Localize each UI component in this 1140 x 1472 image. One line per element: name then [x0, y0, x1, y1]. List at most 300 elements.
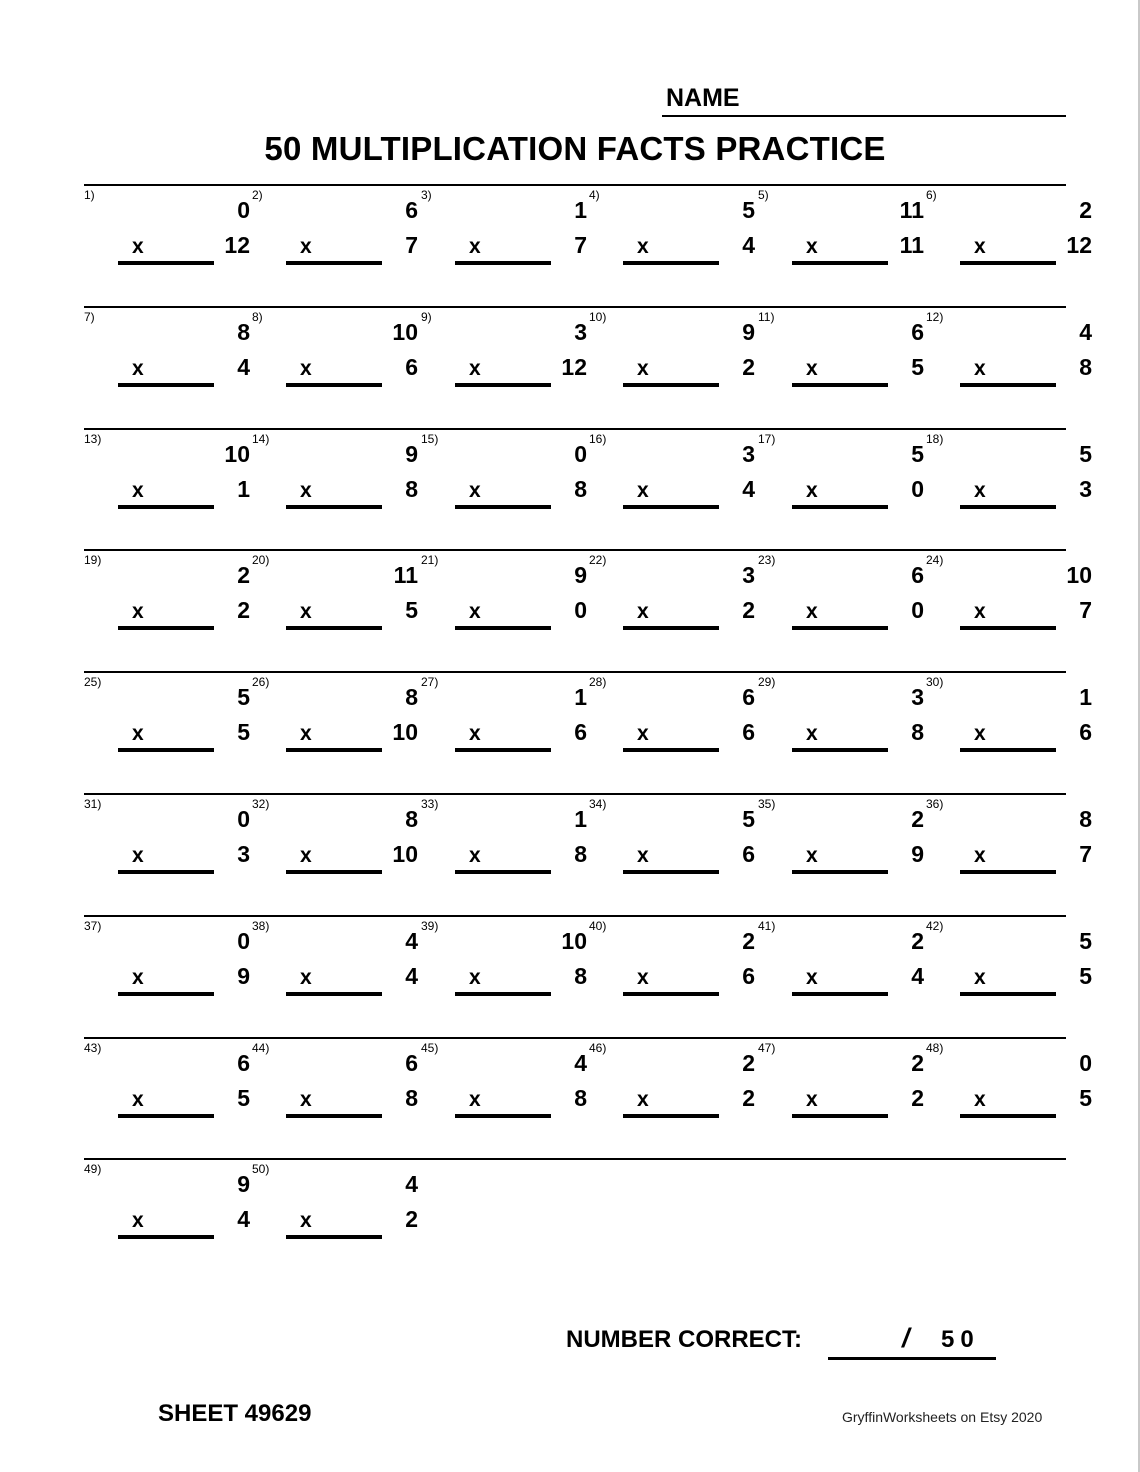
problem-5 [758, 184, 924, 304]
answer-line[interactable] [455, 505, 551, 509]
problem-number: 39) [421, 919, 439, 933]
problem-number: 22) [589, 553, 607, 567]
multiplicand: 6 [911, 562, 924, 588]
problem-number: 45) [421, 1041, 439, 1055]
problem-19 [84, 549, 250, 669]
answer-line[interactable] [960, 626, 1056, 630]
multiplicand: 1 [1079, 684, 1092, 710]
multiplier: 2 [742, 354, 755, 380]
times-operator: x [637, 235, 649, 258]
answer-line[interactable] [286, 1235, 382, 1239]
times-operator: x [469, 844, 481, 867]
problem-number: 47) [758, 1041, 776, 1055]
multiplier: 10 [392, 719, 418, 745]
multiplier: 7 [574, 232, 587, 258]
answer-line[interactable] [118, 1235, 214, 1239]
answer-line[interactable] [455, 383, 551, 387]
times-operator: x [300, 1209, 312, 1232]
problem-number: 24) [926, 553, 944, 567]
multiplier: 5 [911, 354, 924, 380]
times-operator: x [637, 479, 649, 502]
problem-14 [252, 428, 418, 548]
answer-line[interactable] [286, 505, 382, 509]
multiplier: 4 [911, 963, 924, 989]
problem-7 [84, 306, 250, 426]
problem-42 [926, 915, 1092, 1035]
answer-line[interactable] [118, 383, 214, 387]
multiplicand: 4 [574, 1050, 587, 1076]
times-operator: x [300, 479, 312, 502]
multiplier: 1 [237, 476, 250, 502]
times-operator: x [637, 966, 649, 989]
answer-line[interactable] [792, 383, 888, 387]
multiplicand: 10 [561, 928, 587, 954]
answer-line[interactable] [286, 870, 382, 874]
answer-line[interactable] [960, 748, 1056, 752]
problem-number: 42) [926, 919, 944, 933]
multiplier: 12 [224, 232, 250, 258]
problem-number: 5) [758, 188, 769, 202]
multiplicand: 5 [911, 441, 924, 467]
times-operator: x [637, 600, 649, 623]
problem-24 [926, 549, 1092, 669]
problem-4 [589, 184, 755, 304]
answer-line[interactable] [455, 1114, 551, 1118]
problem-6 [926, 184, 1092, 304]
problem-1 [84, 184, 250, 304]
multiplicand: 3 [911, 684, 924, 710]
multiplier: 0 [911, 476, 924, 502]
multiplier: 5 [405, 597, 418, 623]
problem-33 [421, 793, 587, 913]
multiplicand: 10 [224, 441, 250, 467]
multiplier: 4 [237, 354, 250, 380]
problem-46 [589, 1037, 755, 1157]
multiplier: 3 [237, 841, 250, 867]
times-operator: x [132, 357, 144, 380]
problem-number: 14) [252, 432, 270, 446]
answer-line[interactable] [960, 383, 1056, 387]
score-field-line[interactable] [828, 1357, 996, 1360]
answer-line[interactable] [286, 261, 382, 265]
multiplicand: 9 [405, 441, 418, 467]
answer-line[interactable] [455, 261, 551, 265]
times-operator: x [974, 844, 986, 867]
problem-number: 50) [252, 1162, 270, 1176]
problem-number: 35) [758, 797, 776, 811]
problem-number: 41) [758, 919, 776, 933]
problem-number: 2) [252, 188, 263, 202]
multiplicand: 11 [899, 197, 924, 223]
answer-line[interactable] [792, 626, 888, 630]
answer-line[interactable] [118, 748, 214, 752]
multiplier: 4 [237, 1206, 250, 1232]
problem-number: 18) [926, 432, 944, 446]
multiplier: 5 [1079, 1085, 1092, 1111]
multiplier: 11 [899, 232, 924, 258]
problem-number: 28) [589, 675, 607, 689]
problem-number: 13) [84, 432, 102, 446]
multiplicand: 5 [237, 684, 250, 710]
multiplier: 8 [574, 841, 587, 867]
answer-line[interactable] [118, 505, 214, 509]
problem-number: 30) [926, 675, 944, 689]
problem-number: 37) [84, 919, 102, 933]
multiplier: 12 [561, 354, 587, 380]
problem-number: 40) [589, 919, 607, 933]
problem-number: 10) [589, 310, 607, 324]
problem-30 [926, 671, 1092, 791]
problem-37 [84, 915, 250, 1035]
answer-line[interactable] [623, 505, 719, 509]
problem-21 [421, 549, 587, 669]
answer-line[interactable] [286, 626, 382, 630]
multiplicand: 0 [237, 928, 250, 954]
multiplicand: 5 [742, 806, 755, 832]
times-operator: x [469, 722, 481, 745]
times-operator: x [300, 235, 312, 258]
times-operator: x [469, 479, 481, 502]
multiplier: 6 [742, 841, 755, 867]
times-operator: x [132, 600, 144, 623]
multiplicand: 9 [237, 1171, 250, 1197]
answer-line[interactable] [286, 748, 382, 752]
answer-line[interactable] [623, 870, 719, 874]
multiplier: 0 [911, 597, 924, 623]
multiplier: 8 [405, 476, 418, 502]
multiplicand: 0 [237, 197, 250, 223]
multiplicand: 2 [237, 562, 250, 588]
times-operator: x [469, 1088, 481, 1111]
multiplier: 8 [911, 719, 924, 745]
problem-50 [252, 1158, 418, 1278]
times-operator: x [974, 600, 986, 623]
problem-number: 48) [926, 1041, 944, 1055]
multiplicand: 8 [405, 684, 418, 710]
problem-number: 11) [758, 310, 775, 324]
times-operator: x [637, 357, 649, 380]
multiplier: 6 [574, 719, 587, 745]
problem-number: 4) [589, 188, 600, 202]
times-operator: x [300, 966, 312, 989]
times-operator: x [132, 966, 144, 989]
multiplicand: 2 [742, 1050, 755, 1076]
problem-3 [421, 184, 587, 304]
problem-number: 16) [589, 432, 607, 446]
multiplier: 6 [1079, 719, 1092, 745]
problem-49 [84, 1158, 250, 1278]
multiplicand: 11 [393, 562, 418, 588]
times-operator: x [806, 357, 818, 380]
times-operator: x [974, 235, 986, 258]
times-operator: x [300, 844, 312, 867]
problem-number: 32) [252, 797, 270, 811]
problem-number: 20) [252, 553, 270, 567]
problem-number: 7) [84, 310, 95, 324]
multiplicand: 6 [405, 197, 418, 223]
problem-number: 33) [421, 797, 439, 811]
problem-41 [758, 915, 924, 1035]
problem-number: 36) [926, 797, 944, 811]
times-operator: x [806, 1088, 818, 1111]
answer-line[interactable] [118, 626, 214, 630]
multiplicand: 5 [742, 197, 755, 223]
problem-38 [252, 915, 418, 1035]
problem-number: 19) [84, 553, 102, 567]
multiplicand: 0 [574, 441, 587, 467]
multiplier: 9 [911, 841, 924, 867]
multiplicand: 0 [237, 806, 250, 832]
answer-line[interactable] [960, 870, 1056, 874]
answer-line[interactable] [960, 992, 1056, 996]
problem-28 [589, 671, 755, 791]
answer-line[interactable] [792, 992, 888, 996]
times-operator: x [469, 600, 481, 623]
multiplicand: 6 [237, 1050, 250, 1076]
times-operator: x [300, 600, 312, 623]
answer-line[interactable] [286, 383, 382, 387]
problem-32 [252, 793, 418, 913]
problem-40 [589, 915, 755, 1035]
answer-line[interactable] [960, 1114, 1056, 1118]
times-operator: x [806, 235, 818, 258]
answer-line[interactable] [960, 261, 1056, 265]
times-operator: x [806, 479, 818, 502]
multiplicand: 5 [1079, 928, 1092, 954]
multiplier: 6 [742, 963, 755, 989]
times-operator: x [806, 966, 818, 989]
multiplicand: 2 [1079, 197, 1092, 223]
multiplier: 5 [1079, 963, 1092, 989]
times-operator: x [637, 844, 649, 867]
answer-line[interactable] [455, 748, 551, 752]
times-operator: x [300, 357, 312, 380]
problem-number: 17) [758, 432, 776, 446]
problem-26 [252, 671, 418, 791]
times-operator: x [132, 1088, 144, 1111]
multiplicand: 5 [1079, 441, 1092, 467]
multiplicand: 6 [742, 684, 755, 710]
times-operator: x [637, 722, 649, 745]
problem-47 [758, 1037, 924, 1157]
times-operator: x [974, 1088, 986, 1111]
multiplicand: 2 [911, 928, 924, 954]
problem-12 [926, 306, 1092, 426]
problem-number: 25) [84, 675, 102, 689]
answer-line[interactable] [623, 1114, 719, 1118]
multiplicand: 8 [1079, 806, 1092, 832]
multiplicand: 10 [1066, 562, 1092, 588]
problem-number: 9) [421, 310, 432, 324]
problem-number: 15) [421, 432, 439, 446]
number-correct-label: NUMBER CORRECT: [566, 1326, 802, 1353]
multiplier: 7 [405, 232, 418, 258]
answer-line[interactable] [455, 626, 551, 630]
multiplicand: 1 [574, 806, 587, 832]
problem-43 [84, 1037, 250, 1157]
multiplier: 10 [392, 841, 418, 867]
problem-36 [926, 793, 1092, 913]
answer-line[interactable] [792, 870, 888, 874]
times-operator: x [637, 1088, 649, 1111]
problem-number: 43) [84, 1041, 102, 1055]
multiplicand: 6 [405, 1050, 418, 1076]
answer-line[interactable] [792, 261, 888, 265]
answer-line[interactable] [623, 383, 719, 387]
problem-27 [421, 671, 587, 791]
multiplier: 5 [237, 719, 250, 745]
multiplicand: 3 [742, 562, 755, 588]
multiplier: 0 [574, 597, 587, 623]
times-operator: x [469, 235, 481, 258]
multiplier: 4 [742, 476, 755, 502]
multiplier: 2 [742, 597, 755, 623]
problem-13 [84, 428, 250, 548]
answer-line[interactable] [118, 261, 214, 265]
multiplicand: 4 [405, 928, 418, 954]
answer-line[interactable] [286, 992, 382, 996]
times-operator: x [974, 722, 986, 745]
multiplier: 6 [742, 719, 755, 745]
problem-39 [421, 915, 587, 1035]
problem-11 [758, 306, 924, 426]
answer-line[interactable] [623, 261, 719, 265]
problem-48 [926, 1037, 1092, 1157]
multiplicand: 4 [1079, 319, 1092, 345]
times-operator: x [300, 722, 312, 745]
problem-number: 31) [84, 797, 102, 811]
problem-17 [758, 428, 924, 548]
times-operator: x [300, 1088, 312, 1111]
answer-line[interactable] [455, 870, 551, 874]
multiplier: 5 [237, 1085, 250, 1111]
multiplicand: 2 [911, 1050, 924, 1076]
multiplicand: 9 [574, 562, 587, 588]
multiplier: 9 [237, 963, 250, 989]
answer-line[interactable] [792, 1114, 888, 1118]
multiplier: 6 [405, 354, 418, 380]
problem-45 [421, 1037, 587, 1157]
answer-line[interactable] [118, 992, 214, 996]
problem-number: 8) [252, 310, 263, 324]
problem-number: 23) [758, 553, 776, 567]
problem-number: 1) [84, 188, 95, 202]
problem-number: 38) [252, 919, 270, 933]
multiplier: 3 [1079, 476, 1092, 502]
times-operator: x [974, 966, 986, 989]
problem-number: 49) [84, 1162, 102, 1176]
times-operator: x [132, 1209, 144, 1232]
times-operator: x [132, 844, 144, 867]
multiplicand: 4 [405, 1171, 418, 1197]
multiplier: 8 [1079, 354, 1092, 380]
multiplier: 7 [1079, 597, 1092, 623]
problem-23 [758, 549, 924, 669]
multiplier: 4 [742, 232, 755, 258]
problem-44 [252, 1037, 418, 1157]
problem-number: 29) [758, 675, 776, 689]
multiplier: 8 [574, 476, 587, 502]
problem-15 [421, 428, 587, 548]
multiplicand: 1 [574, 684, 587, 710]
times-operator: x [469, 966, 481, 989]
multiplicand: 0 [1079, 1050, 1092, 1076]
multiplier: 2 [405, 1206, 418, 1232]
multiplier: 2 [911, 1085, 924, 1111]
multiplicand: 6 [911, 319, 924, 345]
problem-31 [84, 793, 250, 913]
problem-8 [252, 306, 418, 426]
answer-line[interactable] [960, 505, 1056, 509]
problem-2 [252, 184, 418, 304]
multiplicand: 1 [574, 197, 587, 223]
multiplicand: 9 [742, 319, 755, 345]
answer-line[interactable] [118, 1114, 214, 1118]
answer-line[interactable] [792, 505, 888, 509]
answer-line[interactable] [286, 1114, 382, 1118]
answer-line[interactable] [623, 626, 719, 630]
problem-number: 12) [926, 310, 944, 324]
times-operator: x [469, 357, 481, 380]
multiplier: 4 [405, 963, 418, 989]
problem-number: 34) [589, 797, 607, 811]
answer-line[interactable] [118, 870, 214, 874]
problem-20 [252, 549, 418, 669]
multiplicand: 8 [237, 319, 250, 345]
answer-line[interactable] [792, 748, 888, 752]
score-total: 50 [941, 1326, 980, 1353]
problem-25 [84, 671, 250, 791]
problem-18 [926, 428, 1092, 548]
problem-number: 46) [589, 1041, 607, 1055]
sheet-id: SHEET 49629 [158, 1400, 312, 1427]
problem-number: 26) [252, 675, 270, 689]
multiplier: 8 [405, 1085, 418, 1111]
problem-number: 3) [421, 188, 432, 202]
multiplicand: 3 [742, 441, 755, 467]
multiplicand: 10 [392, 319, 418, 345]
times-operator: x [132, 235, 144, 258]
problem-16 [589, 428, 755, 548]
problem-number: 6) [926, 188, 937, 202]
multiplier: 7 [1079, 841, 1092, 867]
multiplier: 8 [574, 963, 587, 989]
multiplier: 2 [237, 597, 250, 623]
multiplicand: 3 [574, 319, 587, 345]
problem-10 [589, 306, 755, 426]
answer-line[interactable] [455, 992, 551, 996]
problem-34 [589, 793, 755, 913]
times-operator: x [806, 722, 818, 745]
times-operator: x [806, 844, 818, 867]
answer-line[interactable] [623, 748, 719, 752]
worksheet-title: 50 MULTIPLICATION FACTS PRACTICE [264, 130, 886, 167]
times-operator: x [974, 357, 986, 380]
score-slash: / [902, 1323, 910, 1353]
times-operator: x [806, 600, 818, 623]
multiplier: 8 [574, 1085, 587, 1111]
times-operator: x [132, 722, 144, 745]
multiplicand: 2 [742, 928, 755, 954]
multiplicand: 8 [405, 806, 418, 832]
problem-number: 44) [252, 1041, 270, 1055]
times-operator: x [132, 479, 144, 502]
problem-22 [589, 549, 755, 669]
problem-29 [758, 671, 924, 791]
answer-line[interactable] [623, 992, 719, 996]
problem-35 [758, 793, 924, 913]
name-label: NAME [666, 84, 740, 112]
